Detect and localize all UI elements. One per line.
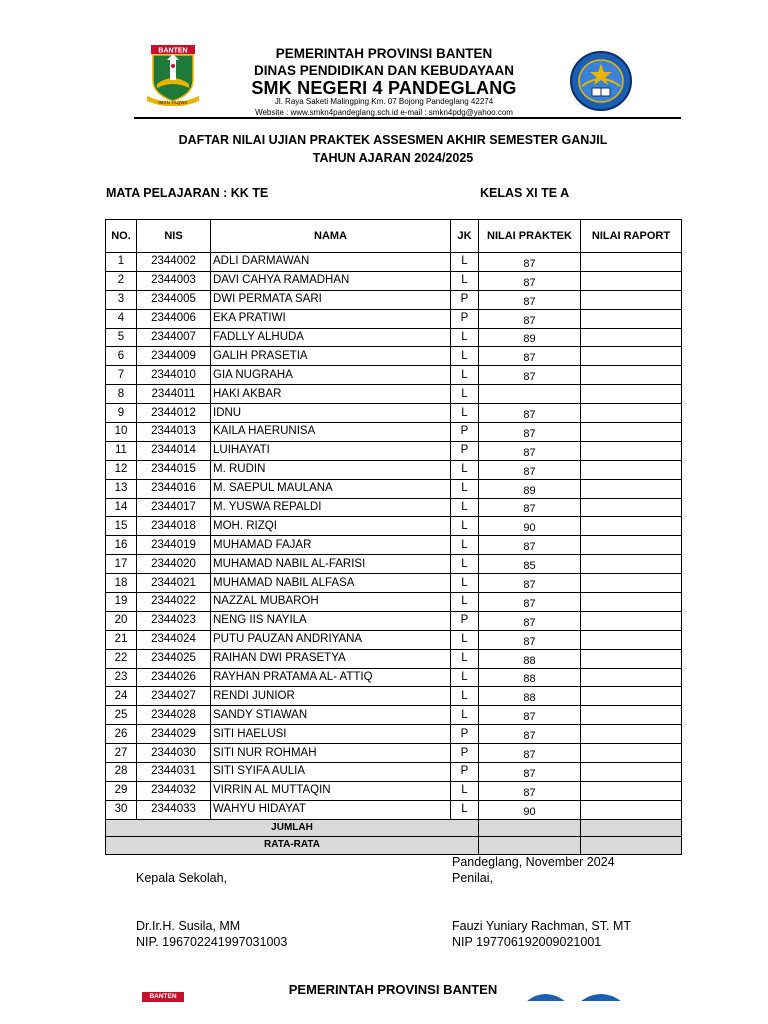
row-nis: 2344031 xyxy=(137,763,211,782)
table-row xyxy=(106,441,682,460)
row-nilai-praktek: 88 xyxy=(479,649,581,668)
row-nama: DAVI CAHYA RAMADHAN xyxy=(211,271,451,290)
table-row xyxy=(106,460,682,479)
table-row xyxy=(106,725,682,744)
row-no: 29 xyxy=(106,781,137,800)
row-jk: L xyxy=(451,460,479,479)
col-header-nilai-praktek: NILAI PRAKTEK xyxy=(479,220,581,253)
row-jk: L xyxy=(451,687,479,706)
row-jk: L xyxy=(451,593,479,612)
row-nama: IDNU xyxy=(211,404,451,423)
row-nilai-raport xyxy=(581,649,682,668)
row-nilai-raport xyxy=(581,404,682,423)
row-nilai-raport xyxy=(581,555,682,574)
row-jk: L xyxy=(451,328,479,347)
table-row xyxy=(106,649,682,668)
row-nama: PUTU PAUZAN ANDRIYANA xyxy=(211,630,451,649)
row-jk: P xyxy=(451,611,479,630)
row-nama: MUHAMAD FAJAR xyxy=(211,536,451,555)
row-no: 16 xyxy=(106,536,137,555)
row-nis: 2344015 xyxy=(137,460,211,479)
row-jk: P xyxy=(451,441,479,460)
row-nis: 2344007 xyxy=(137,328,211,347)
row-jk: L xyxy=(451,253,479,272)
row-nama: WAHYU HIDAYAT xyxy=(211,800,451,819)
row-nis: 2344014 xyxy=(137,441,211,460)
row-nilai-praktek: 89 xyxy=(479,479,581,498)
table-row xyxy=(106,517,682,536)
row-nilai-raport xyxy=(581,536,682,555)
row-nilai-praktek: 87 xyxy=(479,404,581,423)
table-row xyxy=(106,347,682,366)
row-nis: 2344012 xyxy=(137,404,211,423)
average-praktek-cell xyxy=(479,837,581,855)
row-nama: ADLI DARMAWAN xyxy=(211,253,451,272)
row-no: 12 xyxy=(106,460,137,479)
row-nama: EKA PRATIWI xyxy=(211,309,451,328)
row-nis: 2344021 xyxy=(137,574,211,593)
table-row xyxy=(106,630,682,649)
header-province: PEMERINTAH PROVINSI BANTEN xyxy=(275,46,493,61)
row-nilai-raport xyxy=(581,611,682,630)
header-divider xyxy=(134,117,681,119)
row-nilai-raport xyxy=(581,498,682,517)
row-nilai-praktek: 87 xyxy=(479,309,581,328)
principal-name: Dr.Ir.H. Susila, MM xyxy=(136,919,241,933)
row-jk: L xyxy=(451,800,479,819)
row-nilai-praktek: 87 xyxy=(479,536,581,555)
average-raport-cell xyxy=(581,837,682,855)
row-jk: L xyxy=(451,404,479,423)
row-nilai-raport xyxy=(581,423,682,442)
document-subtitle: TAHUN AJARAN 2024/2025 xyxy=(312,151,474,165)
row-no: 20 xyxy=(106,611,137,630)
table-row xyxy=(106,763,682,782)
header-address: Jl. Raya Saketi Malingping Km. 07 Bojong Pandeglang 42274 xyxy=(274,97,494,106)
next-page-header: PEMERINTAH PROVINSI BANTEN xyxy=(288,982,498,997)
row-nilai-praktek: 87 xyxy=(479,423,581,442)
header-school-name: SMK NEGERI 4 PANDEGLANG xyxy=(251,78,517,98)
table-row xyxy=(106,593,682,612)
row-no: 6 xyxy=(106,347,137,366)
row-nama: SANDY STIAWAN xyxy=(211,706,451,725)
row-nilai-raport xyxy=(581,517,682,536)
row-nama: SITI HAELUSI xyxy=(211,725,451,744)
table-row xyxy=(106,706,682,725)
table-row xyxy=(106,498,682,517)
row-nilai-praktek: 87 xyxy=(479,366,581,385)
principal-nip: NIP. 196702241997031003 xyxy=(136,935,288,949)
row-jk: L xyxy=(451,555,479,574)
row-nilai-raport xyxy=(581,271,682,290)
row-jk: L xyxy=(451,479,479,498)
row-jk: L xyxy=(451,517,479,536)
row-jk: L xyxy=(451,347,479,366)
row-nama: NAZZAL MUBAROH xyxy=(211,593,451,612)
row-nama: LUIHAYATI xyxy=(211,441,451,460)
banten-logo-ribbon: IMAN TAQWA xyxy=(158,100,188,105)
row-no: 4 xyxy=(106,309,137,328)
row-nama: M. RUDIN xyxy=(211,460,451,479)
row-nama: M. SAEPUL MAULANA xyxy=(211,479,451,498)
row-nis: 2344027 xyxy=(137,687,211,706)
row-nis: 2344018 xyxy=(137,517,211,536)
row-no: 19 xyxy=(106,593,137,612)
header-contact: Website : www.smkn4pandeglang.sch.id e-mail : smkn4pdg@yahoo.com xyxy=(255,108,513,117)
col-header-nis: NIS xyxy=(137,220,211,253)
row-no: 2 xyxy=(106,271,137,290)
total-row xyxy=(106,819,682,837)
table-row xyxy=(106,404,682,423)
row-nis: 2344009 xyxy=(137,347,211,366)
row-nilai-raport xyxy=(581,781,682,800)
row-nis: 2344024 xyxy=(137,630,211,649)
header-department: DINAS PENDIDIKAN DAN KEBUDAYAAN xyxy=(253,63,515,78)
row-nis: 2344020 xyxy=(137,555,211,574)
row-nilai-raport xyxy=(581,253,682,272)
grades-table xyxy=(105,219,682,855)
row-nama: NENG IIS NAYILA xyxy=(211,611,451,630)
row-nis: 2344033 xyxy=(137,800,211,819)
table-row xyxy=(106,328,682,347)
row-nilai-raport xyxy=(581,725,682,744)
row-nis: 2344019 xyxy=(137,536,211,555)
row-jk: L xyxy=(451,781,479,800)
col-header-nama: NAMA xyxy=(211,220,451,253)
table-row xyxy=(106,253,682,272)
row-no: 9 xyxy=(106,404,137,423)
row-nilai-praktek: 87 xyxy=(479,441,581,460)
row-nilai-praktek xyxy=(479,385,581,404)
row-no: 23 xyxy=(106,668,137,687)
row-nis: 2344016 xyxy=(137,479,211,498)
table-header-row xyxy=(106,220,682,253)
row-nilai-praktek: 88 xyxy=(479,687,581,706)
col-header-no: NO. xyxy=(106,220,137,253)
row-nis: 2344005 xyxy=(137,290,211,309)
row-nilai-raport xyxy=(581,309,682,328)
row-jk: P xyxy=(451,423,479,442)
row-nilai-praktek: 87 xyxy=(479,498,581,517)
row-nis: 2344023 xyxy=(137,611,211,630)
row-nilai-praktek: 87 xyxy=(479,781,581,800)
table-row xyxy=(106,668,682,687)
total-raport-cell xyxy=(581,819,682,837)
row-no: 13 xyxy=(106,479,137,498)
table-row xyxy=(106,290,682,309)
row-nilai-raport xyxy=(581,460,682,479)
row-nilai-praktek: 87 xyxy=(479,574,581,593)
row-no: 27 xyxy=(106,744,137,763)
average-label: RATA-RATA xyxy=(106,837,479,855)
row-nama: RENDI JUNIOR xyxy=(211,687,451,706)
row-nis: 2344032 xyxy=(137,781,211,800)
row-nilai-praktek: 90 xyxy=(479,517,581,536)
row-jk: L xyxy=(451,498,479,517)
row-nama: SITI SYIFA AULIA xyxy=(211,763,451,782)
row-nis: 2344011 xyxy=(137,385,211,404)
row-jk: P xyxy=(451,309,479,328)
row-no: 26 xyxy=(106,725,137,744)
row-no: 22 xyxy=(106,649,137,668)
row-nilai-praktek: 87 xyxy=(479,347,581,366)
row-nilai-raport xyxy=(581,744,682,763)
row-nama: HAKI AKBAR xyxy=(211,385,451,404)
row-nilai-praktek: 87 xyxy=(479,271,581,290)
row-nilai-praktek: 87 xyxy=(479,593,581,612)
document-title: DAFTAR NILAI UJIAN PRAKTEK ASSESMEN AKHIR SEMESTER GANJIL xyxy=(178,133,608,147)
row-nilai-raport xyxy=(581,706,682,725)
row-nilai-raport xyxy=(581,593,682,612)
row-no: 17 xyxy=(106,555,137,574)
row-nama: MUHAMAD NABIL ALFASA xyxy=(211,574,451,593)
table-row xyxy=(106,611,682,630)
assessor-title: Penilai, xyxy=(452,871,493,885)
row-nis: 2344003 xyxy=(137,271,211,290)
row-nis: 2344028 xyxy=(137,706,211,725)
table-row xyxy=(106,687,682,706)
row-no: 5 xyxy=(106,328,137,347)
row-jk: L xyxy=(451,271,479,290)
row-no: 1 xyxy=(106,253,137,272)
row-nilai-praktek: 89 xyxy=(479,328,581,347)
row-no: 10 xyxy=(106,423,137,442)
row-jk: L xyxy=(451,366,479,385)
row-nama: MOH. RIZQI xyxy=(211,517,451,536)
row-nilai-raport xyxy=(581,630,682,649)
row-nis: 2344026 xyxy=(137,668,211,687)
row-nama: SITI NUR ROHMAH xyxy=(211,744,451,763)
row-jk: L xyxy=(451,706,479,725)
row-nis: 2344006 xyxy=(137,309,211,328)
table-row xyxy=(106,800,682,819)
row-no: 14 xyxy=(106,498,137,517)
table-row xyxy=(106,385,682,404)
row-nilai-raport xyxy=(581,687,682,706)
assessor-nip: NIP 197706192009021001 xyxy=(452,935,602,949)
row-nilai-raport xyxy=(581,800,682,819)
row-nama: RAYHAN PRATAMA AL- ATTIQ xyxy=(211,668,451,687)
next-page-logo-label: BANTEN xyxy=(149,993,177,1000)
total-praktek-cell xyxy=(479,819,581,837)
row-nilai-praktek: 90 xyxy=(479,800,581,819)
row-nama: GIA NUGRAHA xyxy=(211,366,451,385)
average-row xyxy=(106,837,682,855)
total-label: JUMLAH xyxy=(106,819,479,837)
row-no: 25 xyxy=(106,706,137,725)
row-no: 21 xyxy=(106,630,137,649)
row-nilai-raport xyxy=(581,763,682,782)
row-jk: L xyxy=(451,536,479,555)
row-nilai-praktek: 87 xyxy=(479,744,581,763)
table-row xyxy=(106,479,682,498)
row-nis: 2344025 xyxy=(137,649,211,668)
col-header-jk: JK xyxy=(451,220,479,253)
row-no: 11 xyxy=(106,441,137,460)
row-no: 7 xyxy=(106,366,137,385)
table-row xyxy=(106,366,682,385)
row-nilai-praktek: 87 xyxy=(479,290,581,309)
assessor-name: Fauzi Yuniary Rachman, ST. MT xyxy=(452,919,632,933)
row-nilai-praktek: 85 xyxy=(479,555,581,574)
table-row xyxy=(106,744,682,763)
row-nilai-raport xyxy=(581,441,682,460)
row-nilai-praktek: 87 xyxy=(479,725,581,744)
row-nilai-praktek: 87 xyxy=(479,253,581,272)
row-nama: FADLLY ALHUDA xyxy=(211,328,451,347)
row-no: 30 xyxy=(106,800,137,819)
row-nilai-raport xyxy=(581,290,682,309)
principal-title: Kepala Sekolah, xyxy=(136,871,228,885)
row-no: 28 xyxy=(106,763,137,782)
row-jk: L xyxy=(451,668,479,687)
row-nama: MUHAMAD NABIL AL-FARISI xyxy=(211,555,451,574)
row-nilai-raport xyxy=(581,574,682,593)
table-row xyxy=(106,574,682,593)
row-nama: M. YUSWA REPALDI xyxy=(211,498,451,517)
row-nilai-praktek: 87 xyxy=(479,460,581,479)
table-row xyxy=(106,309,682,328)
row-nama: KAILA HAERUNISA xyxy=(211,423,451,442)
next-page-school-logo xyxy=(525,988,625,1000)
row-jk: L xyxy=(451,385,479,404)
banten-logo-label: BANTEN xyxy=(158,47,188,55)
row-nilai-praktek: 87 xyxy=(479,630,581,649)
row-nilai-praktek: 87 xyxy=(479,706,581,725)
row-nilai-raport xyxy=(581,328,682,347)
row-nis: 2344017 xyxy=(137,498,211,517)
row-nilai-raport xyxy=(581,668,682,687)
row-nis: 2344030 xyxy=(137,744,211,763)
table-row xyxy=(106,536,682,555)
row-nama: GALIH PRASETIA xyxy=(211,347,451,366)
row-no: 3 xyxy=(106,290,137,309)
place-date: Pandeglang, November 2024 xyxy=(452,855,615,869)
row-nilai-raport xyxy=(581,479,682,498)
row-nama: RAIHAN DWI PRASETYA xyxy=(211,649,451,668)
row-jk: P xyxy=(451,725,479,744)
row-jk: L xyxy=(451,649,479,668)
row-no: 15 xyxy=(106,517,137,536)
row-jk: L xyxy=(451,574,479,593)
row-nis: 2344013 xyxy=(137,423,211,442)
class-label: KELAS XI TE A xyxy=(480,186,570,200)
table-row xyxy=(106,781,682,800)
row-nis: 2344029 xyxy=(137,725,211,744)
col-header-nilai-raport: NILAI RAPORT xyxy=(581,220,682,253)
row-nis: 2344022 xyxy=(137,593,211,612)
row-nis: 2344010 xyxy=(137,366,211,385)
row-jk: P xyxy=(451,763,479,782)
table-row xyxy=(106,423,682,442)
row-no: 18 xyxy=(106,574,137,593)
row-nis: 2344002 xyxy=(137,253,211,272)
table-row xyxy=(106,555,682,574)
subject-label: MATA PELAJARAN : KK TE xyxy=(106,186,269,200)
row-nilai-praktek: 87 xyxy=(479,763,581,782)
row-jk: P xyxy=(451,744,479,763)
row-jk: P xyxy=(451,290,479,309)
row-no: 8 xyxy=(106,385,137,404)
row-nilai-praktek: 88 xyxy=(479,668,581,687)
row-nama: VIRRIN AL MUTTAQIN xyxy=(211,781,451,800)
row-nilai-raport xyxy=(581,366,682,385)
row-nilai-raport xyxy=(581,347,682,366)
row-nilai-praktek: 87 xyxy=(479,611,581,630)
row-jk: L xyxy=(451,630,479,649)
row-nilai-raport xyxy=(581,385,682,404)
row-no: 24 xyxy=(106,687,137,706)
table-row xyxy=(106,271,682,290)
row-nama: DWI PERMATA SARI xyxy=(211,290,451,309)
